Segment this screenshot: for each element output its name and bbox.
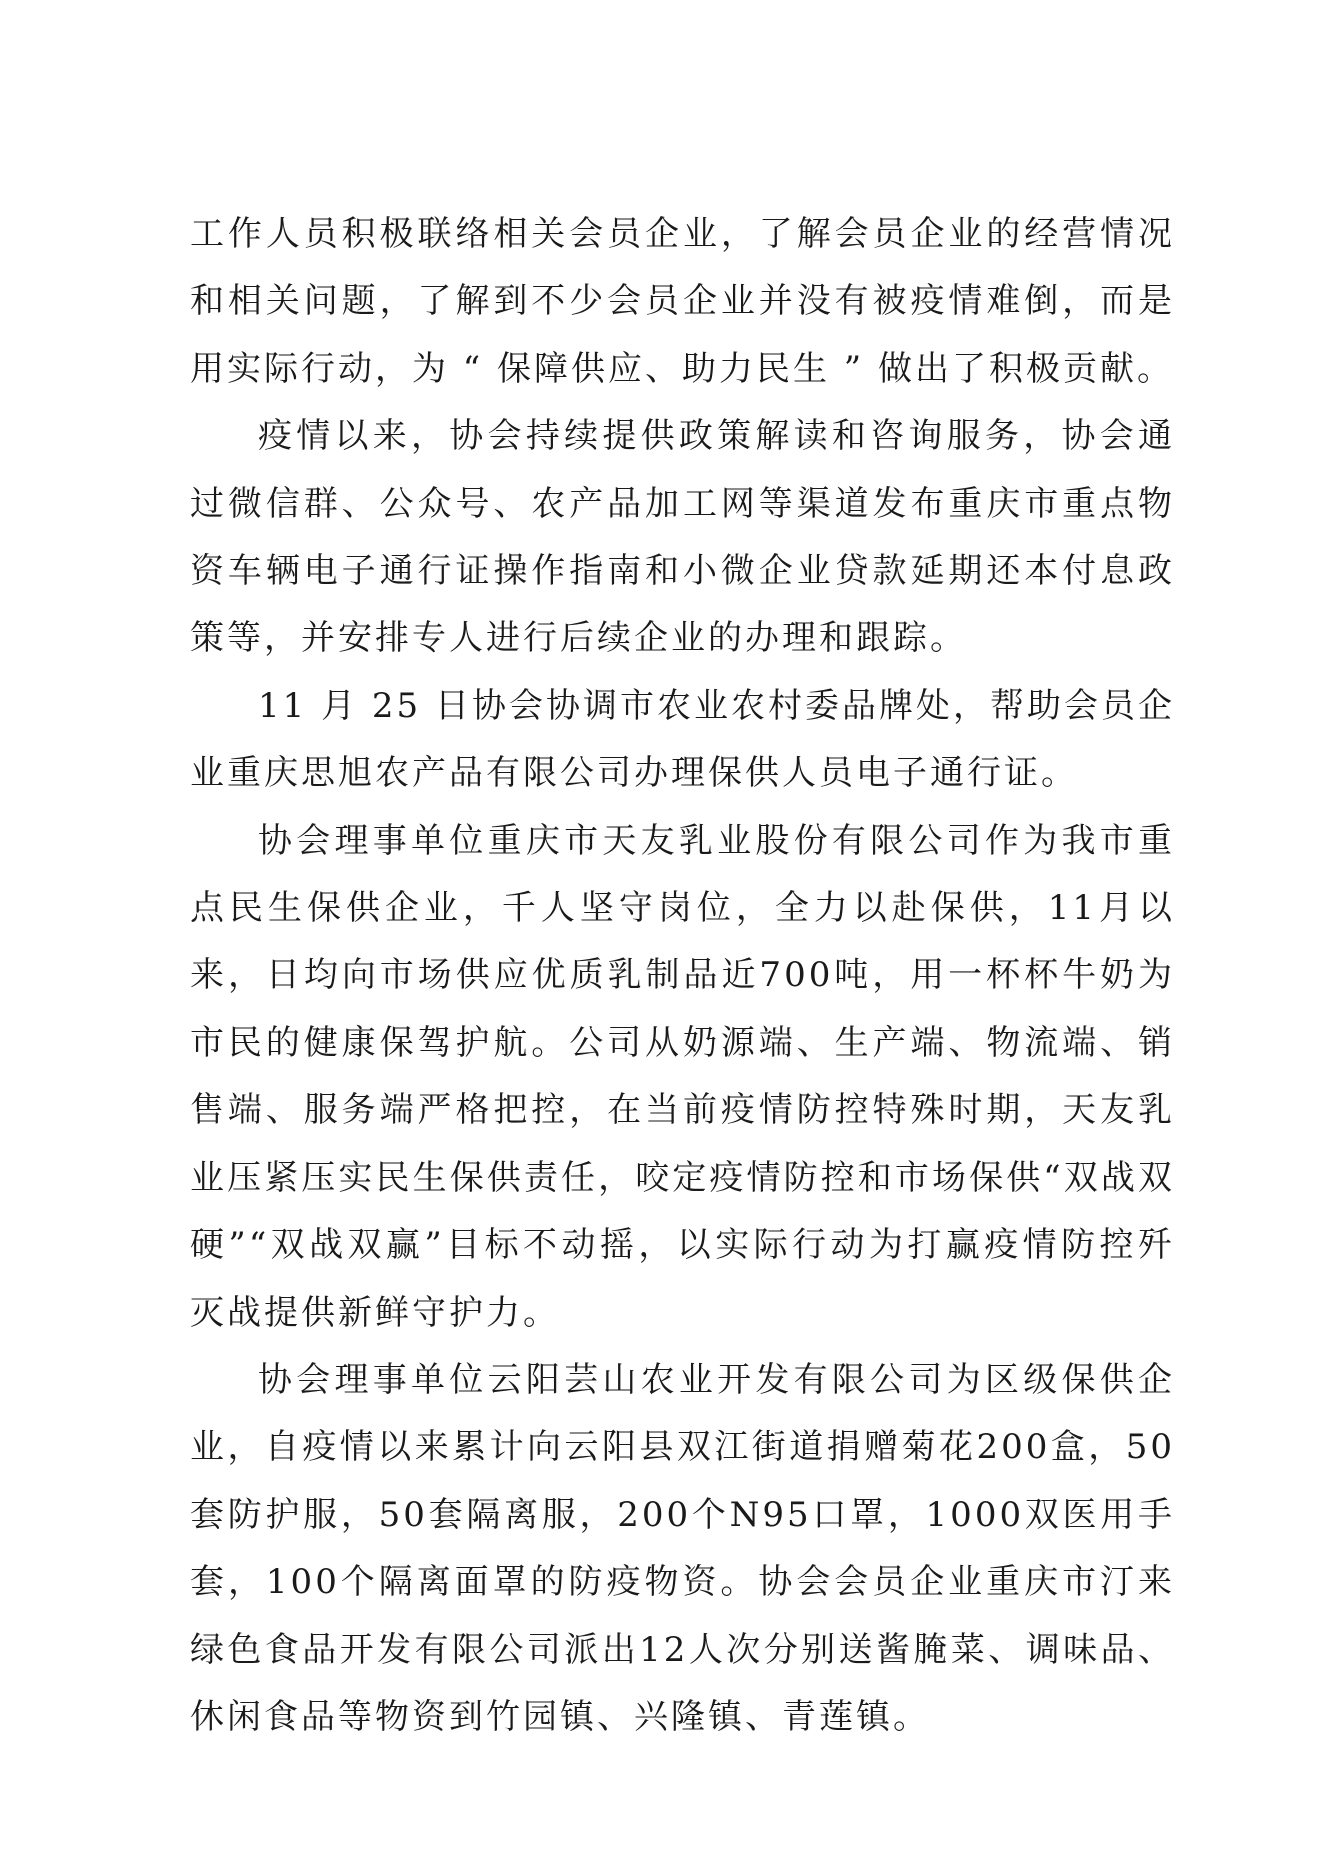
document-page bbox=[190, 201, 1175, 1751]
paragraph-4: 协会理事单位重庆市天友乳业股份有限公司作为我市重点民生保供企业，千人坚守岗位，全力以赴保供，11月以来，日均向市场供应优质乳制品近700吨，用一杯杯牛奶为市民的健康保驾护航。公司从奶源端、生产端、物流端、销售端、服务端严格把控，在当前疫情防控特殊时期，天友乳业压紧压实民生保供责任，咬定疫情防控和市场保供“双战双硬”“双战双赢”目标不动摇，以实际行动为打赢疫情防控歼灭战提供新鲜守护力。 bbox=[190, 820, 1175, 1333]
paragraph-1: 工作人员积极联络相关会员企业，了解会员企业的经营情况和相关问题，了解到不少会员企业并没有被疫情难倒，而是用实际行动，为 “ 保障供应、助力民生 ” 做出了积极贡献。 bbox=[190, 214, 1175, 389]
paragraph-2: 疫情以来，协会持续提供政策解读和咨询服务，协会通过微信群、公众号、农产品加工网等渠道发布重庆市重点物资车辆电子通行证操作指南和小微企业贷款延期还本付息政策等，并安排专人进行后续企业的办理和跟踪。 bbox=[190, 416, 1175, 659]
paragraph-3: 11 月 25 日协会协调市农业农村委品牌处，帮助会员企业重庆思旭农产品有限公司办理保供人员电子通行证。 bbox=[190, 685, 1175, 794]
paragraph-5: 协会理事单位云阳芸山农业开发有限公司为区级保供企业，自疫情以来累计向云阳县双江街道捐赠菊花200盒，50套防护服，50套隔离服，200个N95口罩，1000双医用手套，100个隔离面罩的防疫物资。协会会员企业重庆市汀来绿色食品开发有限公司派出12人次分别送酱腌菜、调味品、休闲食品等物资到竹园镇、兴隆镇、青莲镇。 bbox=[190, 1359, 1175, 1737]
